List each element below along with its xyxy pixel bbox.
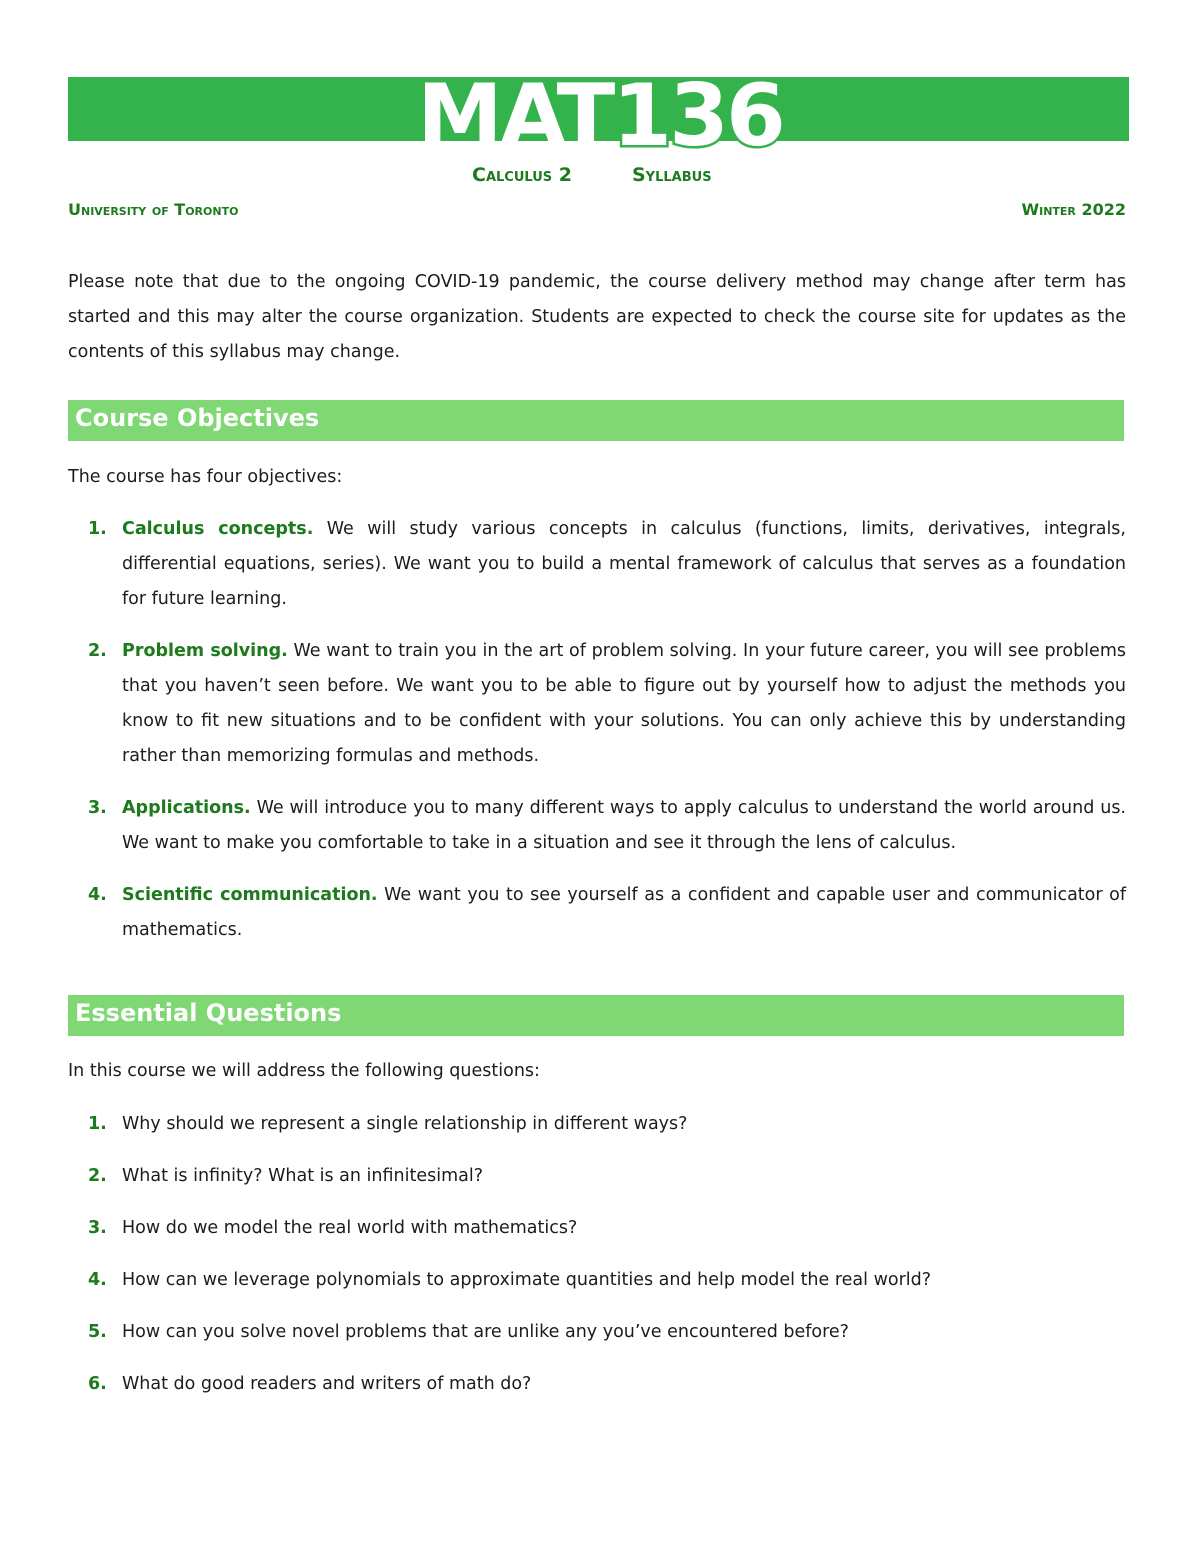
list-item bbox=[88, 1263, 1126, 1298]
item-text: We want you to see yourself as a confident and capable user and communicator of mathematics. bbox=[122, 885, 1126, 940]
objectives-lead-in: The course has four objectives: bbox=[68, 467, 343, 487]
list-item bbox=[88, 1107, 1126, 1142]
item-text: What is infinity? What is an infinitesimal? bbox=[122, 1166, 484, 1186]
item-text: Why should we represent a single relationship in different ways? bbox=[122, 1114, 688, 1134]
course-name: Calculus 2 bbox=[472, 164, 572, 186]
list-item bbox=[88, 1367, 1126, 1402]
item-text: How can we leverage polynomials to approximate quantities and help model the real world? bbox=[122, 1270, 932, 1290]
section-header-questions bbox=[68, 995, 1124, 1036]
questions-list bbox=[88, 1107, 1126, 1419]
item-title: Calculus concepts. bbox=[122, 519, 314, 539]
document-type: Syllabus bbox=[632, 164, 712, 186]
item-number: 2. bbox=[88, 641, 107, 661]
list-item bbox=[88, 1211, 1126, 1246]
item-number: 3. bbox=[88, 798, 107, 818]
list-item bbox=[88, 1159, 1126, 1194]
item-text: How can you solve novel problems that are unlike any you’ve encountered before? bbox=[122, 1322, 849, 1342]
item-title: Applications. bbox=[122, 798, 251, 818]
item-number: 4. bbox=[88, 1270, 107, 1290]
list-item bbox=[88, 1315, 1126, 1350]
item-number: 4. bbox=[88, 885, 107, 905]
item-number: 5. bbox=[88, 1322, 107, 1342]
course-code-title bbox=[0, 66, 1200, 166]
list-item bbox=[88, 878, 1126, 948]
university-name: University of Toronto bbox=[68, 200, 239, 219]
item-text: We will study various concepts in calculus (functions, limits, derivatives, integrals, differential equations, series). We want you to build a mental framework of calculus that serves as a foundation for future learning. bbox=[122, 519, 1126, 609]
term-label: Winter 2022 bbox=[1021, 200, 1126, 219]
item-number: 6. bbox=[88, 1374, 107, 1394]
section-title: Essential Questions bbox=[75, 999, 342, 1027]
section-header-objectives bbox=[68, 400, 1124, 441]
item-number: 2. bbox=[88, 1166, 107, 1186]
objectives-list bbox=[88, 512, 1126, 965]
item-text: How do we model the real world with mathematics? bbox=[122, 1218, 578, 1238]
list-item bbox=[88, 634, 1126, 774]
item-number: 1. bbox=[88, 1114, 107, 1134]
item-text: What do good readers and writers of math do? bbox=[122, 1374, 532, 1394]
item-title: Problem solving. bbox=[122, 641, 288, 661]
intro-paragraph: Please note that due to the ongoing COVID-19 pandemic, the course delivery method may change after term has started and this may alter the course organization. Students are expected to check the course site for updates as the contents of this syllabus may change. bbox=[68, 272, 1126, 362]
section-title: Course Objectives bbox=[75, 404, 320, 432]
course-code-letters: MAT bbox=[417, 66, 613, 166]
questions-lead-in: In this course we will address the following questions: bbox=[68, 1061, 540, 1081]
item-text: We want to train you in the art of problem solving. In your future career, you will see problems that you haven’t seen before. We want you to be able to figure out by yourself how to adjust the methods you know to fit new situations and to be confident with your solutions. You can only achieve this by understanding rather than memorizing formulas and methods. bbox=[122, 641, 1126, 766]
list-item bbox=[88, 512, 1126, 617]
item-number: 1. bbox=[88, 519, 107, 539]
item-title: Scientific communication. bbox=[122, 885, 378, 905]
item-text: We will introduce you to many different ways to apply calculus to understand the world around us. We want to make you comfortable to take in a situation and see it through the lens of calculus. bbox=[122, 798, 1126, 853]
list-item bbox=[88, 791, 1126, 861]
item-number: 3. bbox=[88, 1218, 107, 1238]
course-code-number: 136 bbox=[612, 66, 783, 166]
